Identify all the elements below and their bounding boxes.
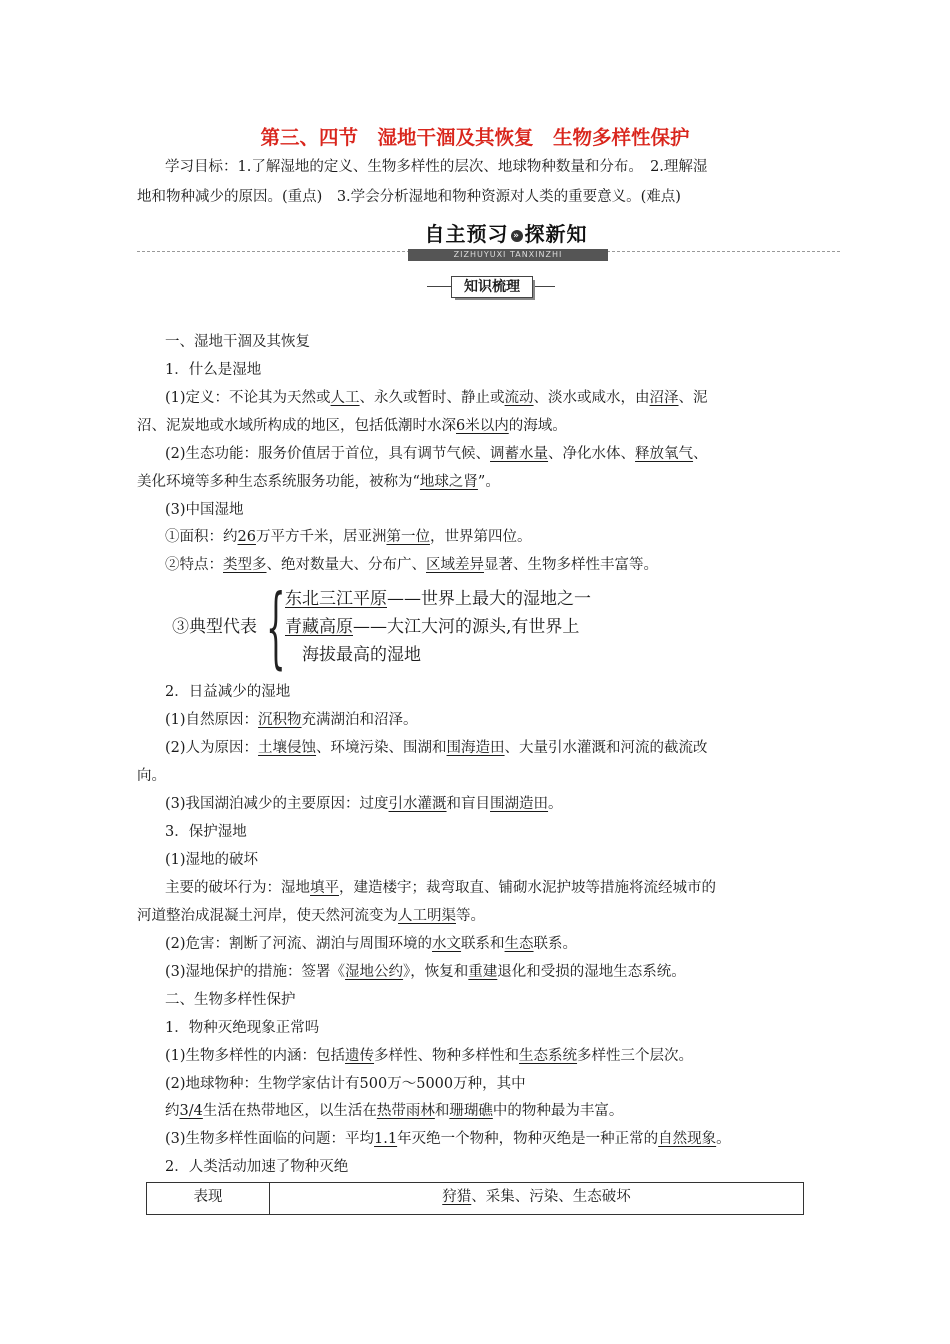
protection-line: (3)湿地保护的措施：签署《湿地公约》，恢复和重建退化和受损的湿地生态系统。 xyxy=(165,964,686,980)
representative-2: 青藏高原——大江大河的源头,有世界上 xyxy=(285,617,580,637)
table-value-cell: 狩猎、采集、污染、生态破坏 xyxy=(270,1183,804,1215)
human-cause-1: (2)人为原因：土壤侵蚀、环境污染、围湖和围海造田、大量引水灌溉和河流的截流改 xyxy=(165,740,708,756)
objectives-line-1: 学习目标：1.了解湿地的定义、生物多样性的层次、地球物种数量和分布。 2.理解湿 xyxy=(165,159,708,175)
problem-line: (3)生物多样性面临的问题：平均1.1年灭绝一个物种，物种灭绝是一种正常的自然现象。 xyxy=(165,1131,731,1147)
species-line-1: (2)地球物种：生物学家估计有500万～5000万种，其中 xyxy=(165,1076,526,1092)
representative-label: ③典型代表 xyxy=(172,617,257,637)
banner-left: 自主预习 xyxy=(424,222,509,246)
table-label-cell: 表现 xyxy=(147,1183,270,1215)
area-line: ①面积：约26万平方千米，居亚洲第一位，世界第四位。 xyxy=(165,529,532,545)
banner-right: 探新知 xyxy=(524,222,588,246)
diversity-meaning: (1)生物多样性的内涵：包括遗传多样性、物种多样性和生态系统多样性三个层次。 xyxy=(165,1048,694,1064)
banner-arrow-icon: » xyxy=(511,230,523,242)
eco-line-1: (2)生态功能：服务价值居于首位，具有调节气候、调蓄水量、净化水体、释放氧气、 xyxy=(165,446,708,462)
manifestation-table xyxy=(146,1182,804,1215)
brace-icon: { xyxy=(266,575,286,678)
heading-1-2: 2．日益减少的湿地 xyxy=(165,684,291,700)
china-wetland-heading: (3)中国湿地 xyxy=(165,502,244,518)
definition-line-2: 沼、泥炭地或水域所构成的地区，包括低潮时水深6米以内的海域。 xyxy=(137,418,567,434)
species-line-2: 约3/4生活在热带地区，以生活在热带雨林和珊瑚礁中的物种最为丰富。 xyxy=(165,1103,624,1119)
heading-1: 一、湿地干涸及其恢复 xyxy=(165,334,310,350)
definition-line-1: (1)定义：不论其为天然或人工、永久或暂时、静止或流动、淡水或咸水，由沼泽、泥 xyxy=(165,390,708,406)
damage-heading: (1)湿地的破坏 xyxy=(165,852,259,868)
harm-line: (2)危害：割断了河流、湖泊与周围环境的水文联系和生态联系。 xyxy=(165,936,578,952)
heading-2-1: 1．物种灭绝现象正常吗 xyxy=(165,1020,320,1036)
damage-act-1: 主要的破坏行为：湿地填平，建造楼宇；裁弯取直、铺砌水泥护坡等措施将流经城市的 xyxy=(165,880,716,896)
table-row xyxy=(147,1183,804,1215)
natural-cause: (1)自然原因：沉积物充满湖泊和沼泽。 xyxy=(165,712,418,728)
heading-1-3: 3．保护湿地 xyxy=(165,824,247,840)
damage-act-2: 河道整治成混凝土河岸，使天然河流变为人工明渠等。 xyxy=(137,908,485,924)
human-cause-2: 向。 xyxy=(137,768,166,784)
representative-3: 海拔最高的湿地 xyxy=(302,645,421,665)
feature-line: ②特点：类型多、绝对数量大、分布广、区域差异显著、生物多样性丰富等。 xyxy=(165,557,658,573)
representative-1: 东北三江平原——世界上最大的湿地之一 xyxy=(285,589,591,609)
section-tag xyxy=(427,276,555,296)
heading-2-2: 2．人类活动加速了物种灭绝 xyxy=(165,1159,349,1175)
banner-title xyxy=(408,218,604,244)
page-title: 第三、四节 湿地干涸及其恢复 生物多样性保护 xyxy=(260,126,690,149)
heading-1-1: 1．什么是湿地 xyxy=(165,362,262,378)
tag-label: 知识梳理 xyxy=(451,276,533,298)
lake-reason: (3)我国湖泊减少的主要原因：过度引水灌溉和盲目围湖造田。 xyxy=(165,796,563,812)
banner-subtitle: ZIZHUYUXI TANXINZHI xyxy=(408,249,608,261)
heading-2: 二、生物多样性保护 xyxy=(165,992,296,1008)
eco-line-2: 美化环境等多种生态系统服务功能，被称为“地球之肾”。 xyxy=(137,474,500,490)
objectives-line-2: 地和物种减少的原因。(重点) 3.学会分析湿地和物种资源对人类的重要意义。(难点) xyxy=(137,189,681,205)
